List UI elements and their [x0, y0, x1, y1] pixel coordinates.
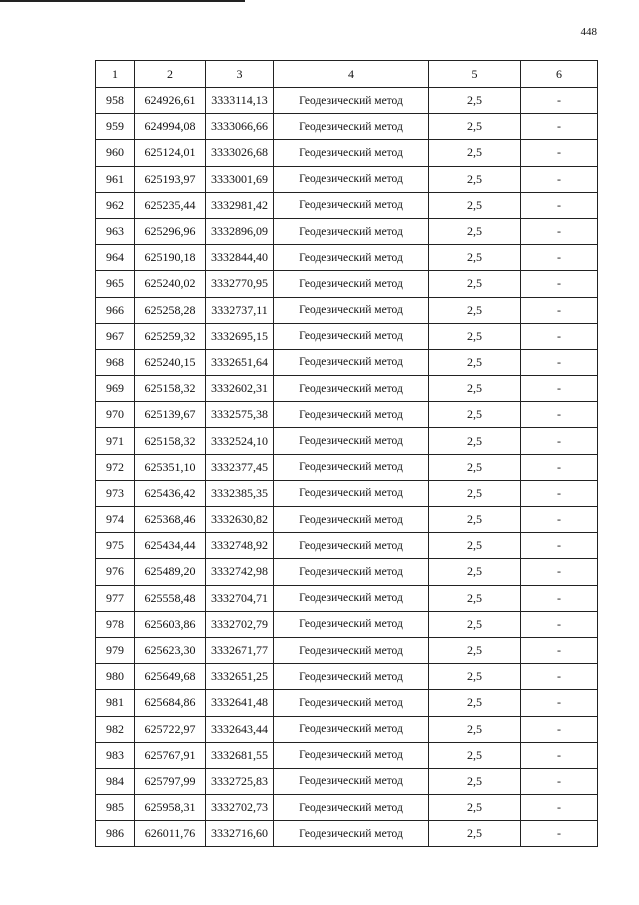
y-coordinate-cell: 3332575,38 — [206, 402, 274, 428]
column-header: 4 — [274, 61, 429, 88]
x-coordinate-cell: 624926,61 — [135, 88, 206, 114]
table-body — [96, 88, 598, 847]
x-coordinate-cell: 625158,32 — [135, 428, 206, 454]
x-coordinate-cell: 625190,18 — [135, 245, 206, 271]
point-number-cell: 971 — [96, 428, 135, 454]
point-number-cell: 979 — [96, 637, 135, 663]
y-coordinate-cell: 3332643,44 — [206, 716, 274, 742]
method-cell: Геодезический метод — [274, 742, 429, 768]
note-cell: - — [521, 690, 598, 716]
column-header: 2 — [135, 61, 206, 88]
note-cell: - — [521, 88, 598, 114]
column-header: 3 — [206, 61, 274, 88]
table-row — [96, 140, 598, 166]
accuracy-cell: 2,5 — [429, 297, 521, 323]
page-number: 448 — [580, 26, 597, 38]
table-row — [96, 402, 598, 428]
method-cell: Геодезический метод — [274, 376, 429, 402]
method-cell: Геодезический метод — [274, 88, 429, 114]
y-coordinate-cell: 3332602,31 — [206, 376, 274, 402]
accuracy-cell: 2,5 — [429, 480, 521, 506]
note-cell: - — [521, 768, 598, 794]
x-coordinate-cell: 625436,42 — [135, 480, 206, 506]
y-coordinate-cell: 3332704,71 — [206, 585, 274, 611]
method-cell: Геодезический метод — [274, 795, 429, 821]
table-row — [96, 611, 598, 637]
method-cell: Геодезический метод — [274, 218, 429, 244]
x-coordinate-cell: 625434,44 — [135, 533, 206, 559]
note-cell: - — [521, 297, 598, 323]
y-coordinate-cell: 3333066,66 — [206, 114, 274, 140]
y-coordinate-cell: 3332725,83 — [206, 768, 274, 794]
x-coordinate-cell: 625489,20 — [135, 559, 206, 585]
table-row — [96, 768, 598, 794]
point-number-cell: 975 — [96, 533, 135, 559]
accuracy-cell: 2,5 — [429, 559, 521, 585]
method-cell: Геодезический метод — [274, 664, 429, 690]
x-coordinate-cell: 625240,02 — [135, 271, 206, 297]
table-row — [96, 742, 598, 768]
method-cell: Геодезический метод — [274, 140, 429, 166]
method-cell: Геодезический метод — [274, 428, 429, 454]
point-number-cell: 985 — [96, 795, 135, 821]
y-coordinate-cell: 3332630,82 — [206, 507, 274, 533]
x-coordinate-cell: 625258,28 — [135, 297, 206, 323]
point-number-cell: 984 — [96, 768, 135, 794]
method-cell: Геодезический метод — [274, 454, 429, 480]
table-row — [96, 376, 598, 402]
point-number-cell: 959 — [96, 114, 135, 140]
y-coordinate-cell: 3332716,60 — [206, 821, 274, 847]
point-number-cell: 970 — [96, 402, 135, 428]
table-row — [96, 795, 598, 821]
point-number-cell: 983 — [96, 742, 135, 768]
x-coordinate-cell: 625649,68 — [135, 664, 206, 690]
point-number-cell: 964 — [96, 245, 135, 271]
note-cell: - — [521, 533, 598, 559]
y-coordinate-cell: 3332844,40 — [206, 245, 274, 271]
method-cell: Геодезический метод — [274, 297, 429, 323]
method-cell: Геодезический метод — [274, 480, 429, 506]
point-number-cell: 976 — [96, 559, 135, 585]
method-cell: Геодезический метод — [274, 245, 429, 271]
accuracy-cell: 2,5 — [429, 454, 521, 480]
note-cell: - — [521, 428, 598, 454]
y-coordinate-cell: 3332641,48 — [206, 690, 274, 716]
table-row — [96, 218, 598, 244]
table-row — [96, 690, 598, 716]
accuracy-cell: 2,5 — [429, 507, 521, 533]
note-cell: - — [521, 559, 598, 585]
accuracy-cell: 2,5 — [429, 533, 521, 559]
note-cell: - — [521, 637, 598, 663]
table-header-row — [96, 61, 598, 88]
note-cell: - — [521, 480, 598, 506]
accuracy-cell: 2,5 — [429, 742, 521, 768]
x-coordinate-cell: 625351,10 — [135, 454, 206, 480]
point-number-cell: 969 — [96, 376, 135, 402]
y-coordinate-cell: 3332748,92 — [206, 533, 274, 559]
y-coordinate-cell: 3332695,15 — [206, 323, 274, 349]
x-coordinate-cell: 625124,01 — [135, 140, 206, 166]
x-coordinate-cell: 625193,97 — [135, 166, 206, 192]
y-coordinate-cell: 3332681,55 — [206, 742, 274, 768]
method-cell: Геодезический метод — [274, 166, 429, 192]
accuracy-cell: 2,5 — [429, 376, 521, 402]
point-number-cell: 968 — [96, 349, 135, 375]
point-number-cell: 973 — [96, 480, 135, 506]
note-cell: - — [521, 376, 598, 402]
x-coordinate-cell: 625797,99 — [135, 768, 206, 794]
note-cell: - — [521, 271, 598, 297]
y-coordinate-cell: 3332651,25 — [206, 664, 274, 690]
y-coordinate-cell: 3333114,13 — [206, 88, 274, 114]
accuracy-cell: 2,5 — [429, 637, 521, 663]
y-coordinate-cell: 3332981,42 — [206, 192, 274, 218]
table-row — [96, 297, 598, 323]
y-coordinate-cell: 3332377,45 — [206, 454, 274, 480]
y-coordinate-cell: 3332896,09 — [206, 218, 274, 244]
method-cell: Геодезический метод — [274, 611, 429, 637]
accuracy-cell: 2,5 — [429, 271, 521, 297]
x-coordinate-cell: 625623,30 — [135, 637, 206, 663]
point-number-cell: 982 — [96, 716, 135, 742]
accuracy-cell: 2,5 — [429, 716, 521, 742]
method-cell: Геодезический метод — [274, 637, 429, 663]
y-coordinate-cell: 3332770,95 — [206, 271, 274, 297]
accuracy-cell: 2,5 — [429, 323, 521, 349]
note-cell: - — [521, 218, 598, 244]
accuracy-cell: 2,5 — [429, 114, 521, 140]
table-row — [96, 559, 598, 585]
x-coordinate-cell: 625259,32 — [135, 323, 206, 349]
method-cell: Геодезический метод — [274, 690, 429, 716]
note-cell: - — [521, 507, 598, 533]
method-cell: Геодезический метод — [274, 192, 429, 218]
x-coordinate-cell: 625158,32 — [135, 376, 206, 402]
y-coordinate-cell: 3332651,64 — [206, 349, 274, 375]
table-row — [96, 166, 598, 192]
top-divider-line — [0, 0, 245, 2]
y-coordinate-cell: 3333026,68 — [206, 140, 274, 166]
table-row — [96, 245, 598, 271]
y-coordinate-cell: 3332702,73 — [206, 795, 274, 821]
point-number-cell: 981 — [96, 690, 135, 716]
note-cell: - — [521, 611, 598, 637]
column-header: 5 — [429, 61, 521, 88]
accuracy-cell: 2,5 — [429, 795, 521, 821]
note-cell: - — [521, 166, 598, 192]
method-cell: Геодезический метод — [274, 559, 429, 585]
table-row — [96, 349, 598, 375]
method-cell: Геодезический метод — [274, 402, 429, 428]
accuracy-cell: 2,5 — [429, 664, 521, 690]
y-coordinate-cell: 3332702,79 — [206, 611, 274, 637]
x-coordinate-cell: 625235,44 — [135, 192, 206, 218]
table-row — [96, 88, 598, 114]
coordinates-table — [95, 60, 598, 847]
note-cell: - — [521, 716, 598, 742]
point-number-cell: 986 — [96, 821, 135, 847]
note-cell: - — [521, 349, 598, 375]
accuracy-cell: 2,5 — [429, 166, 521, 192]
x-coordinate-cell: 625296,96 — [135, 218, 206, 244]
x-coordinate-cell: 625139,67 — [135, 402, 206, 428]
table-row — [96, 821, 598, 847]
y-coordinate-cell: 3332385,35 — [206, 480, 274, 506]
point-number-cell: 963 — [96, 218, 135, 244]
table-row — [96, 271, 598, 297]
x-coordinate-cell: 625767,91 — [135, 742, 206, 768]
accuracy-cell: 2,5 — [429, 140, 521, 166]
method-cell: Геодезический метод — [274, 585, 429, 611]
table-row — [96, 114, 598, 140]
method-cell: Геодезический метод — [274, 821, 429, 847]
point-number-cell: 977 — [96, 585, 135, 611]
accuracy-cell: 2,5 — [429, 821, 521, 847]
y-coordinate-cell: 3333001,69 — [206, 166, 274, 192]
y-coordinate-cell: 3332742,98 — [206, 559, 274, 585]
point-number-cell: 965 — [96, 271, 135, 297]
method-cell: Геодезический метод — [274, 349, 429, 375]
table-row — [96, 664, 598, 690]
note-cell: - — [521, 192, 598, 218]
note-cell: - — [521, 454, 598, 480]
table-row — [96, 428, 598, 454]
table-row — [96, 323, 598, 349]
method-cell: Геодезический метод — [274, 114, 429, 140]
method-cell: Геодезический метод — [274, 533, 429, 559]
note-cell: - — [521, 245, 598, 271]
accuracy-cell: 2,5 — [429, 349, 521, 375]
note-cell: - — [521, 664, 598, 690]
table-row — [96, 192, 598, 218]
point-number-cell: 974 — [96, 507, 135, 533]
point-number-cell: 958 — [96, 88, 135, 114]
accuracy-cell: 2,5 — [429, 690, 521, 716]
point-number-cell: 961 — [96, 166, 135, 192]
table-row — [96, 716, 598, 742]
y-coordinate-cell: 3332737,11 — [206, 297, 274, 323]
method-cell: Геодезический метод — [274, 271, 429, 297]
point-number-cell: 972 — [96, 454, 135, 480]
point-number-cell: 978 — [96, 611, 135, 637]
x-coordinate-cell: 625958,31 — [135, 795, 206, 821]
x-coordinate-cell: 625368,46 — [135, 507, 206, 533]
method-cell: Геодезический метод — [274, 507, 429, 533]
column-header: 1 — [96, 61, 135, 88]
note-cell: - — [521, 114, 598, 140]
point-number-cell: 960 — [96, 140, 135, 166]
y-coordinate-cell: 3332671,77 — [206, 637, 274, 663]
accuracy-cell: 2,5 — [429, 585, 521, 611]
x-coordinate-cell: 625240,15 — [135, 349, 206, 375]
note-cell: - — [521, 795, 598, 821]
accuracy-cell: 2,5 — [429, 192, 521, 218]
note-cell: - — [521, 742, 598, 768]
note-cell: - — [521, 402, 598, 428]
point-number-cell: 966 — [96, 297, 135, 323]
note-cell: - — [521, 585, 598, 611]
table-row — [96, 533, 598, 559]
note-cell: - — [521, 821, 598, 847]
point-number-cell: 962 — [96, 192, 135, 218]
x-coordinate-cell: 625722,97 — [135, 716, 206, 742]
method-cell: Геодезический метод — [274, 323, 429, 349]
x-coordinate-cell: 625684,86 — [135, 690, 206, 716]
note-cell: - — [521, 323, 598, 349]
y-coordinate-cell: 3332524,10 — [206, 428, 274, 454]
table-row — [96, 454, 598, 480]
accuracy-cell: 2,5 — [429, 428, 521, 454]
column-header: 6 — [521, 61, 598, 88]
table-row — [96, 585, 598, 611]
point-number-cell: 967 — [96, 323, 135, 349]
accuracy-cell: 2,5 — [429, 768, 521, 794]
table-row — [96, 637, 598, 663]
x-coordinate-cell: 625558,48 — [135, 585, 206, 611]
method-cell: Геодезический метод — [274, 716, 429, 742]
table-row — [96, 480, 598, 506]
accuracy-cell: 2,5 — [429, 218, 521, 244]
note-cell: - — [521, 140, 598, 166]
accuracy-cell: 2,5 — [429, 402, 521, 428]
accuracy-cell: 2,5 — [429, 245, 521, 271]
x-coordinate-cell: 624994,08 — [135, 114, 206, 140]
table-row — [96, 507, 598, 533]
x-coordinate-cell: 625603,86 — [135, 611, 206, 637]
method-cell: Геодезический метод — [274, 768, 429, 794]
x-coordinate-cell: 626011,76 — [135, 821, 206, 847]
accuracy-cell: 2,5 — [429, 88, 521, 114]
point-number-cell: 980 — [96, 664, 135, 690]
accuracy-cell: 2,5 — [429, 611, 521, 637]
